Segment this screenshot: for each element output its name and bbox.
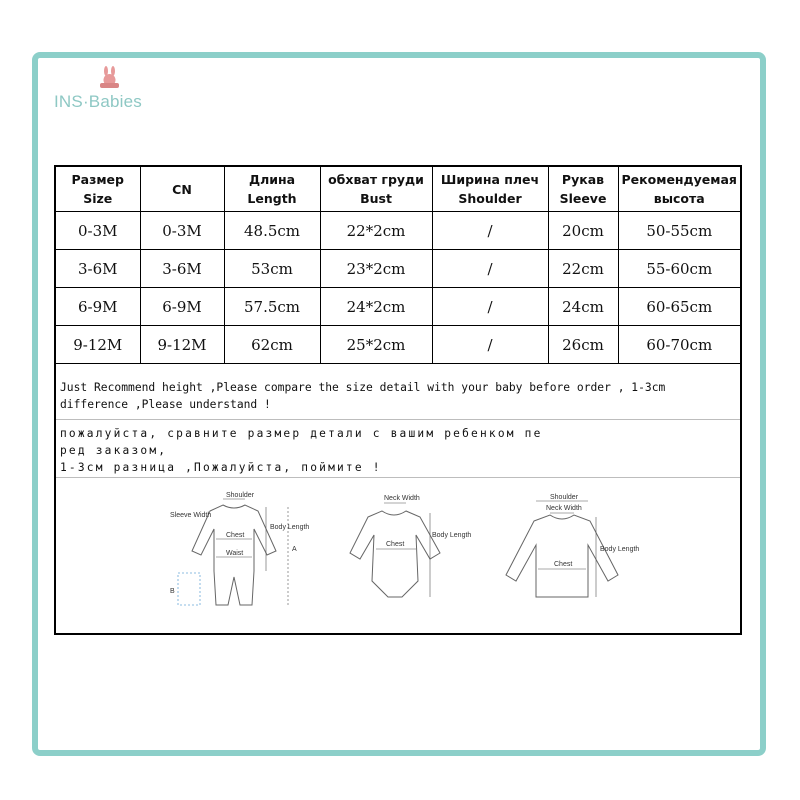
cell-length: 62cm <box>224 326 320 364</box>
cell-size: 6-9M <box>56 288 140 326</box>
table-row <box>56 288 740 326</box>
size-chart-sheet <box>54 165 742 635</box>
cell-shoulder: / <box>432 326 548 364</box>
header-bust: обхват груди Bust <box>320 167 432 212</box>
measurement-diagrams <box>168 493 648 613</box>
svg-text:Body Length: Body Length <box>270 524 310 531</box>
table-row <box>56 250 740 288</box>
cell-height: 60-70cm <box>618 326 740 364</box>
table-header-row <box>56 167 740 212</box>
cell-height: 50-55cm <box>618 212 740 250</box>
header-size: Размер Size <box>56 167 140 212</box>
brand-name: INS·Babies <box>54 92 142 111</box>
bunny-logo-icon <box>96 66 124 90</box>
svg-text:A: A <box>292 546 297 553</box>
size-table <box>56 167 740 364</box>
svg-text:Chest: Chest <box>386 541 405 548</box>
svg-text:B: B <box>170 588 175 595</box>
header-length: Длина Length <box>224 167 320 212</box>
cell-cn: 9-12M <box>140 326 224 364</box>
table-row <box>56 326 740 364</box>
svg-text:Chest: Chest <box>226 532 245 539</box>
russian-note: пожалуйста, сравните размер детали с вашим ребенком пе ред заказом, 1-3см разница ,Пожалуйста, поймите ! <box>60 427 543 474</box>
svg-text:Sleeve Width: Sleeve Width <box>170 512 212 519</box>
cell-size: 0-3M <box>56 212 140 250</box>
cell-sleeve: 26cm <box>548 326 618 364</box>
cell-length: 57.5cm <box>224 288 320 326</box>
bodysuit-diagram <box>328 493 472 613</box>
header-height: Рекомендуемая высота <box>618 167 740 212</box>
cell-length: 53cm <box>224 250 320 288</box>
header-cn: CN <box>140 167 224 212</box>
divider <box>56 477 740 478</box>
cell-size: 3-6M <box>56 250 140 288</box>
english-note: Just Recommend height ,Please compare the size detail with your baby before order , 1-3cm difference ,Please understand ! <box>60 381 666 411</box>
cell-cn: 3-6M <box>140 250 224 288</box>
cell-length: 48.5cm <box>224 212 320 250</box>
svg-text:Shoulder: Shoulder <box>550 494 579 501</box>
svg-text:Waist: Waist <box>226 550 244 557</box>
svg-text:Body Length: Body Length <box>600 546 640 553</box>
cell-size: 9-12M <box>56 326 140 364</box>
cell-bust: 23*2cm <box>320 250 432 288</box>
header-sleeve: Рукав Sleeve <box>548 167 618 212</box>
cell-height: 55-60cm <box>618 250 740 288</box>
cell-height: 60-65cm <box>618 288 740 326</box>
cell-cn: 0-3M <box>140 212 224 250</box>
svg-text:Neck Width: Neck Width <box>546 505 582 512</box>
brand-logo <box>54 66 174 116</box>
shirt-diagram <box>488 493 648 613</box>
cell-shoulder: / <box>432 212 548 250</box>
cell-cn: 6-9M <box>140 288 224 326</box>
cell-shoulder: / <box>432 288 548 326</box>
header-shoulder: Ширина плеч Shoulder <box>432 167 548 212</box>
cell-bust: 24*2cm <box>320 288 432 326</box>
svg-text:Chest: Chest <box>554 561 573 568</box>
divider <box>56 419 740 420</box>
romper-diagram <box>168 493 308 613</box>
svg-text:Body Length: Body Length <box>432 532 472 539</box>
cell-bust: 25*2cm <box>320 326 432 364</box>
table-row <box>56 212 740 250</box>
svg-text:Neck Width: Neck Width <box>384 495 420 502</box>
cell-sleeve: 20cm <box>548 212 618 250</box>
svg-text:Shoulder: Shoulder <box>226 492 255 499</box>
cell-shoulder: / <box>432 250 548 288</box>
cell-bust: 22*2cm <box>320 212 432 250</box>
cell-sleeve: 24cm <box>548 288 618 326</box>
cell-sleeve: 22cm <box>548 250 618 288</box>
